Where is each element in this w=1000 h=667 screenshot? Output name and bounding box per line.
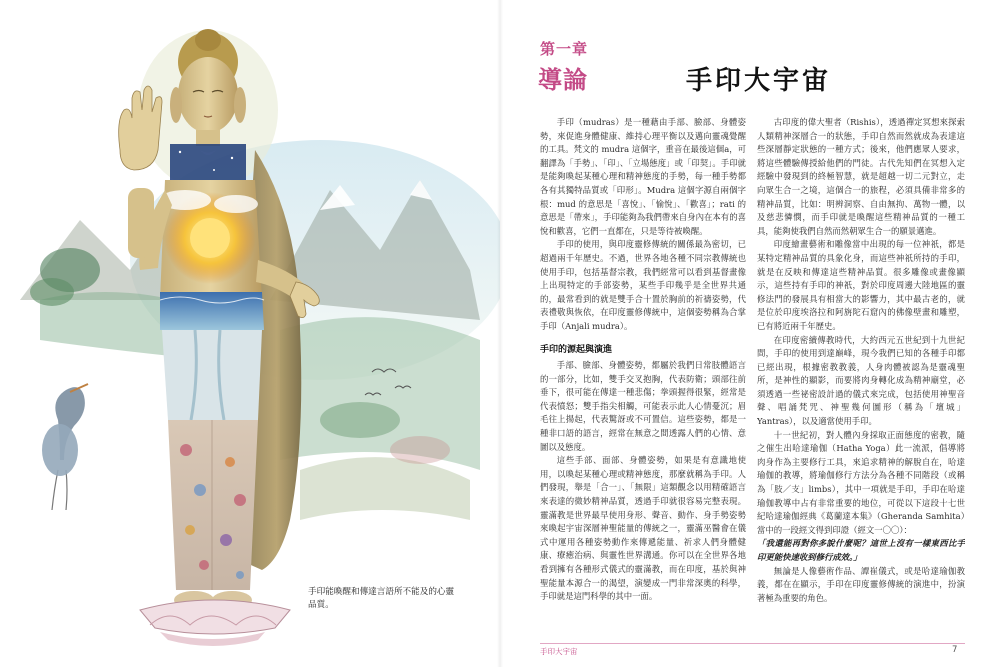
paragraph: 十一世紀初，對人體內身採取正面態度的密教，隨之催生出哈達瑜伽（Hatha Yoga）此一流派，倡導將肉身作為主要修行工具，來追求精神的解脫自在，哈達瑜伽的教導，將瑜伽修行方法分為各種不同階段（或稱為「肢／支」limbs），其中一項就是手印，手印在哈達瑜伽教導中占有非常重要的地位，可從以下這段十七世紀哈達瑜伽經典《葛蘭達本集》（Gheranda Samhita）當中的一段經文得到印證（經文一〇〇）： — [757, 429, 965, 535]
illustration-caption: 手印能喚醒和傳達言語所不能及的心靈品質。 — [308, 587, 455, 610]
running-title: 手印大宇宙 — [540, 647, 578, 656]
sea-band — [160, 292, 264, 330]
waterfall — [162, 330, 262, 420]
night-sky-chest — [170, 144, 246, 184]
footer-rule — [540, 643, 965, 644]
paragraph: 無論是人像藝術作品、譚崔儀式，或是哈達瑜伽教義，都在在顯示，手印在印度靈修傳統的演進中，扮演著極為重要的角色。 — [757, 565, 965, 603]
paragraph: 手印（mudras）是一種藉由手部、臉部、身體姿勢，來促進身體健康、維持心理平衡以及邁向靈魂覺醒的工具。梵文的 mudra 這個字，重音在最後這個a，可翻譯為「手勢」、「印」、「立場態度」或「印契」。手印就是能夠喚起某種心理和精神態度的手勢，每一種手勢都各有其獨特品質或「印形」。Mudra 這個字源自兩個字根：mud 的意思是「喜悅」、「愉悅」、「歡喜」；rati 的意思是「帶來」，手印能夠為我們帶來自身內在本有的喜悅和歡喜，它們一直都在，只是等待被喚醒。 — [540, 117, 746, 236]
chapter-label: 第一章 — [540, 40, 589, 58]
legs — [168, 420, 258, 590]
scripture-quote: 「我還能再對你多說什麼呢？這世上沒有一樣東西比手印更能快速收到修行成效。」 — [757, 538, 965, 562]
book-gutter — [497, 0, 503, 667]
paragraph: 這些手部、面部、身體姿勢，如果是有意識地使用，以喚起某種心理或精神態度，那麼就稱為手印。人們發現，舉是「合一」、「無限」這類觀念以用精確語言來表達的微妙精神品質，透過手印就很容易完整表現。靈滿教是世界最早使用身形、聲音、動作、身手勢姿勢來喚起宇宙深層神聖能量的傳統之一，靈滿巫醫會在儀式中運用各種姿勢動作來傳遞能量、祈求人們身體健康、療癒治病、與靈性世界溝通。你可以在全世界各地看到擁有各種形式儀式的靈滿教，而在印度，基於與神聖能量本源合一的渴望，演變成一門非常深奧的科學，手印就是這門科學的其中一面。 — [540, 455, 746, 602]
heron-drawing — [42, 384, 88, 510]
section-heading: 手印的源起與演進 — [540, 344, 613, 355]
text-column-right — [757, 116, 965, 616]
page-number: 7 — [952, 645, 958, 655]
text-column-left — [540, 116, 746, 616]
paragraph: 印度繪畫藝術和雕像當中出現的每一位神祇，都是某特定精神品質的具象化身，而這些神祇所持的手印，就是在反映和傳達這些精神品質。很多雕像或畫像顯示，這些持有手印的神祇，對於印度周邊大陸地區的靈修法門的發展具有相當大的影響力，其中最古老的，就是位於印度埃洛拉和阿旃陀石窟內的佛像壁畫和雕塑，已有將近兩千年歷史。 — [757, 239, 965, 331]
paragraph: 在印度密續傳教時代，大約西元五世紀到十九世紀間，手印的使用到達巔峰，現今我們已知的各種手印都已經出現，根據密教教義，人身肉體被認為是靈魂聖所，是神性的顯影，而要將肉身轉化成為精神廟堂，必須透過一些祕密設計過的儀式來完成，包括使用神聖音聲、唱誦梵咒、神聖幾何圖形（稱為「壇城」Yantras），以及適當使用手印。 — [757, 334, 965, 427]
paragraph: 手印的使用，與印度靈修傳統的關係最為密切，已超過兩千年歷史。不過，世界各地各種不同宗教傳統也使用手印，包括基督宗教，我們經常可以看到基督畫像上出現特定的手部姿勢，某些手印幾乎是全世界共通的，最常看到的就是雙手合十置於胸前的祈禱姿勢，代表禮敬與恢依，在印度靈修傳統中，這個姿勢稱為合掌手印（Anjali mudra）。 — [540, 239, 746, 331]
paragraph: 手部、臉部、身體姿勢，都屬於我們日常肢體語言的一部分，比如，雙手交叉抱胸，代表防衛；頭部往前垂下，很可能在傳達一種悲傷；拳頭握得很緊，經常是代表憤怒；雙手指尖相觸，可能表示此人心情憂沉；眉毛往上揚起，代表驚訝或不可置信。這些姿勢，都是一種非口語的語言，經常在無意之間透露人們的心情、意圖以及態度。 — [540, 360, 746, 452]
chapter-name: 導論 — [538, 66, 588, 94]
chapter-title: 手印大宇宙 — [686, 66, 832, 96]
paragraph: 古印度的偉大聖者（Rishis），透過禪定冥想來探索人類精神深層合一的狀態，手印自然而然就成為表達這些深層靜定狀態的一種方式；後來，他們應眾人要求，將這些體驗傳授給他們的門徒。古代先知們在冥想入定經驗中發現到的終極智慧，就是超越一切二元對立，走向眾生合一之境，這個合一的旅程，必須具備非常多的精神品質，比如：明辨洞察、自由無拘、萬物一體，以及慈悲憐憫，而手印就是喚醒這些精神品質的一種工具，能夠使我們自然而然朝眾生合一的願景邁進。 — [757, 117, 965, 236]
